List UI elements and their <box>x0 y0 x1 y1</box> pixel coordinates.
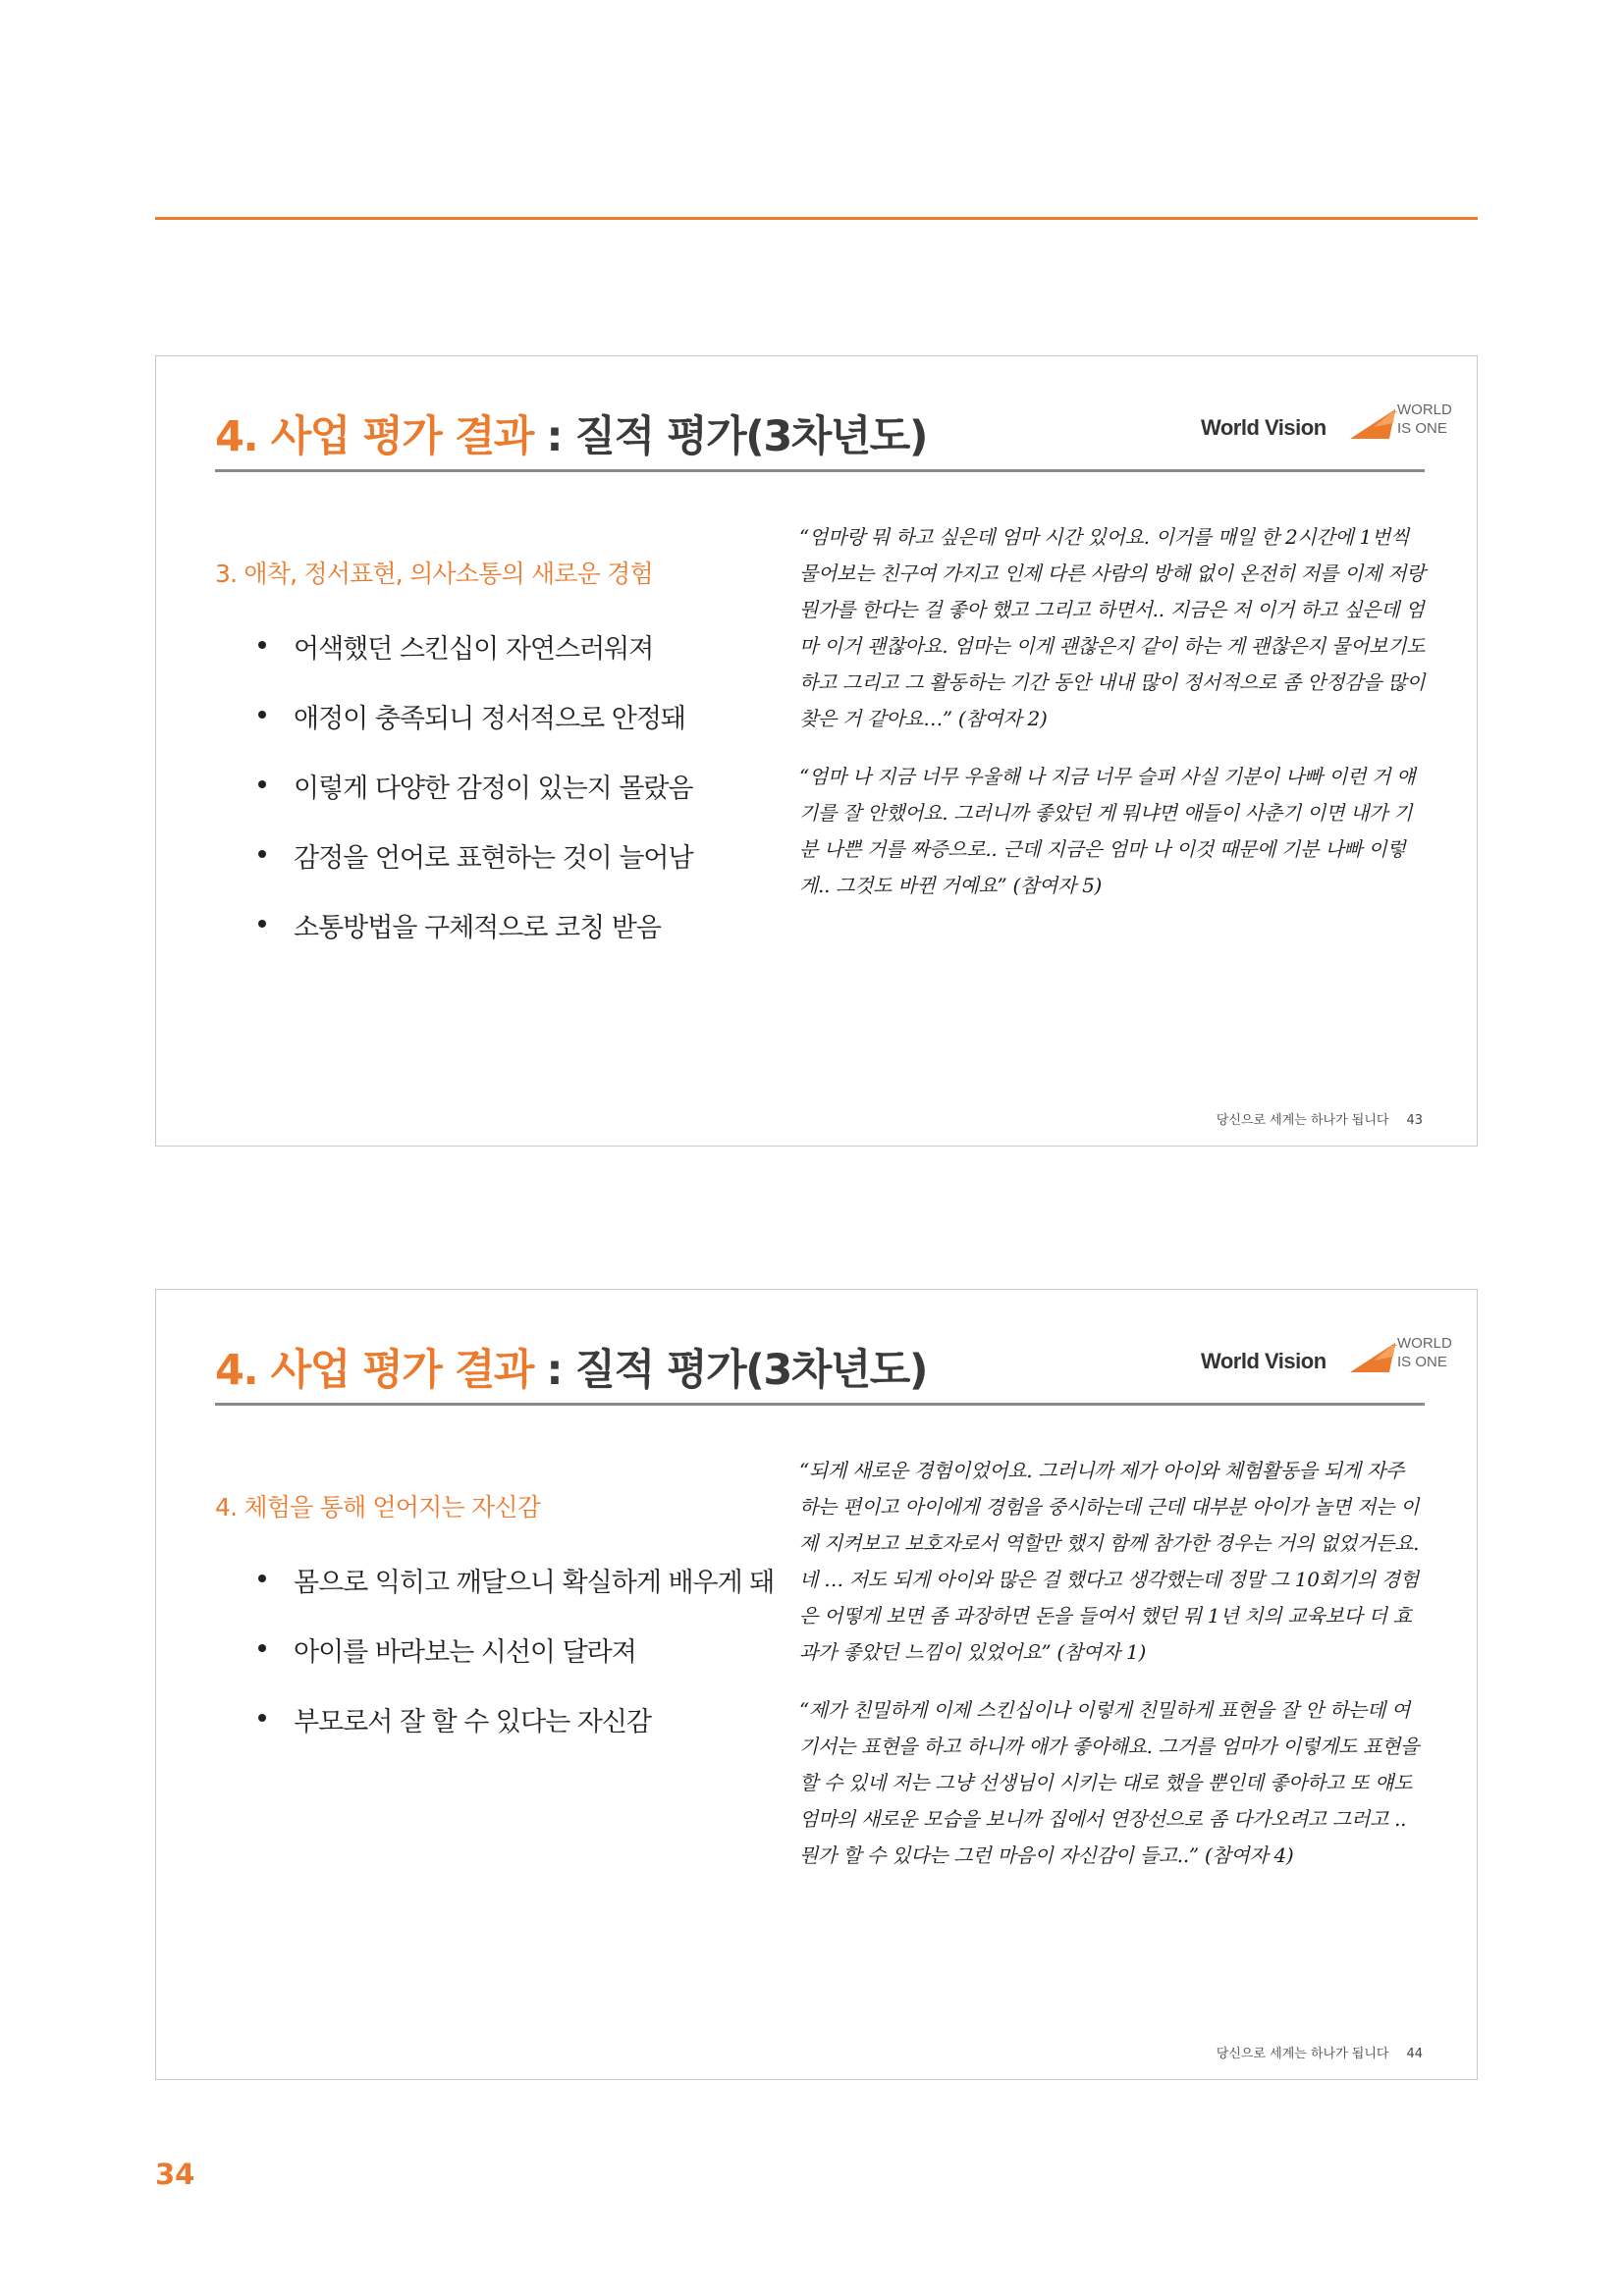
bullet-item: 아이를 바라보는 시선이 달라져 <box>254 1630 774 1700</box>
logo-brand: World Vision <box>1201 415 1326 440</box>
participant-quote: “되게 새로운 경험이었어요. 그러니까 제가 아이와 체험활동을 되게 자주 하는 편이고 아이에게 경험을 중시하는데 근데 대부분 아이가 놀면 저는 이제 지켜보고 보호자로서 역할만 했지 함께 참가한 경우는 거의 없었거든요. 네 … 저도 되게 아이와 많은 걸 했다고 생각했는데 정말 그 10회기의 경험은 어떻게 보면 좀 과장하면 돈을 들여서 했던 뭐 1년 치의 교육보다 더 효과가 좋았던 느낌이 있었어요” (참여자 1) <box>799 1459 1420 1664</box>
participant-quote: “제가 친밀하게 이제 스킨십이나 이렇게 친밀하게 표현을 잘 안 하는데 여기서는 표현을 하고 하니까 애가 좋아해요. 그거를 엄마가 이렇게도 표현을 할 수 있네 저는 그냥 선생님이 시키는 대로 했을 뿐인데 좋아하고 또 얘도 엄마의 새로운 모습을 보니까 집에서 연장선으로 좀 다가오려고 그러고 .. 뭔가 할 수 있다는 그런 마음이 자신감이 들고..” (참여자 4) <box>799 1698 1420 1867</box>
footer-slogan: 당신으로 세계는 하나가 됩니다 <box>1216 2047 1389 2061</box>
title-rule <box>215 1403 1425 1406</box>
slide-title <box>215 403 927 463</box>
world-vision-flag-icon <box>1350 405 1397 441</box>
quotes-column <box>799 1453 1428 1896</box>
participant-quote: “엄마 나 지금 너무 우울해 나 지금 너무 슬퍼 사실 기분이 나빠 이런 거 얘기를 잘 안했어요. 그러니까 좋았던 게 뭐냐면 애들이 사춘기 이면 내가 기분 나쁜 거를 짜증으로.. 근데 지금은 엄마 나 이것 때문에 기분 나빠 이렇게.. 그것도 바뀐 거예요” (참여자 5) <box>799 765 1416 897</box>
slide-title-accent: 4. 사업 평가 결과 <box>215 1346 533 1395</box>
section-heading: 4. 체험을 통해 얻어지는 자신감 <box>215 1493 541 1522</box>
bullet-item: 애정이 충족되니 정서적으로 안정돼 <box>254 697 693 767</box>
slide-43 <box>155 355 1478 1147</box>
footer-slogan: 당신으로 세계는 하나가 됩니다 <box>1216 1113 1389 1128</box>
title-rule <box>215 469 1425 472</box>
world-vision-flag-icon <box>1350 1339 1397 1374</box>
bullet-item: 소통방법을 구체적으로 코칭 받음 <box>254 906 693 976</box>
logo-tagline <box>1397 400 1452 438</box>
logo-brand: World Vision <box>1201 1349 1326 1373</box>
logo-tagline-line1: WORLD <box>1397 401 1452 418</box>
slide-footer <box>1217 2043 1423 2061</box>
slide-number: 43 <box>1406 1113 1423 1128</box>
page-number: 34 <box>155 2158 195 2191</box>
slide-title-rest: : 질적 평가(3차년도) <box>532 412 928 461</box>
bullet-item: 이렇게 다양한 감정이 있는지 몰랐음 <box>254 767 693 836</box>
slide-title-accent: 4. 사업 평가 결과 <box>215 412 533 461</box>
svg-text:+: + <box>1391 407 1398 416</box>
logo-tagline <box>1397 1334 1452 1371</box>
section-heading: 3. 애착, 정서표현, 의사소통의 새로운 경험 <box>215 560 653 588</box>
bullet-item: 부모로서 잘 할 수 있다는 자신감 <box>254 1700 774 1770</box>
bullet-list <box>254 627 693 976</box>
logo-tagline-line2: IS ONE <box>1397 1354 1447 1370</box>
logo-tagline-line1: WORLD <box>1397 1335 1452 1352</box>
slide-title <box>215 1337 927 1397</box>
quotes-column <box>799 519 1428 926</box>
bullet-item: 감정을 언어로 표현하는 것이 늘어남 <box>254 836 693 906</box>
slide-footer <box>1217 1109 1423 1128</box>
bullet-item: 어색했던 스킨십이 자연스러워져 <box>254 627 693 697</box>
top-accent-rule <box>155 217 1478 220</box>
world-vision-logo <box>1201 1329 1452 1388</box>
logo-tagline-line2: IS ONE <box>1397 420 1447 437</box>
bullet-item: 몸으로 익히고 깨달으니 확실하게 배우게 돼 <box>254 1561 774 1630</box>
svg-text:+: + <box>1391 1341 1398 1350</box>
slide-44 <box>155 1289 1478 2080</box>
slide-number: 44 <box>1406 2047 1423 2061</box>
participant-quote: “엄마랑 뭐 하고 싶은데 엄마 시간 있어요. 이거를 매일 한 2시간에 1번씩 물어보는 친구여 가지고 인제 다른 사람의 방해 없이 온전히 저를 이제 저랑 뭔가를 한다는 걸 좋아 했고 그리고 하면서.. 지금은 저 이거 하고 싶은데 엄마 이거 괜찮아요. 엄마는 이게 괜찮은지 같이 하는 게 괜찮은지 물어보기도 하고 그리고 그 활동하는 기간 동안 내내 많이 정서적으로 좀 안정감을 많이 찾은 거 같아요…” (참여자 2) <box>799 525 1426 730</box>
bullet-list <box>254 1561 774 1770</box>
slide-title-rest: : 질적 평가(3차년도) <box>532 1346 928 1395</box>
world-vision-logo <box>1201 396 1452 454</box>
